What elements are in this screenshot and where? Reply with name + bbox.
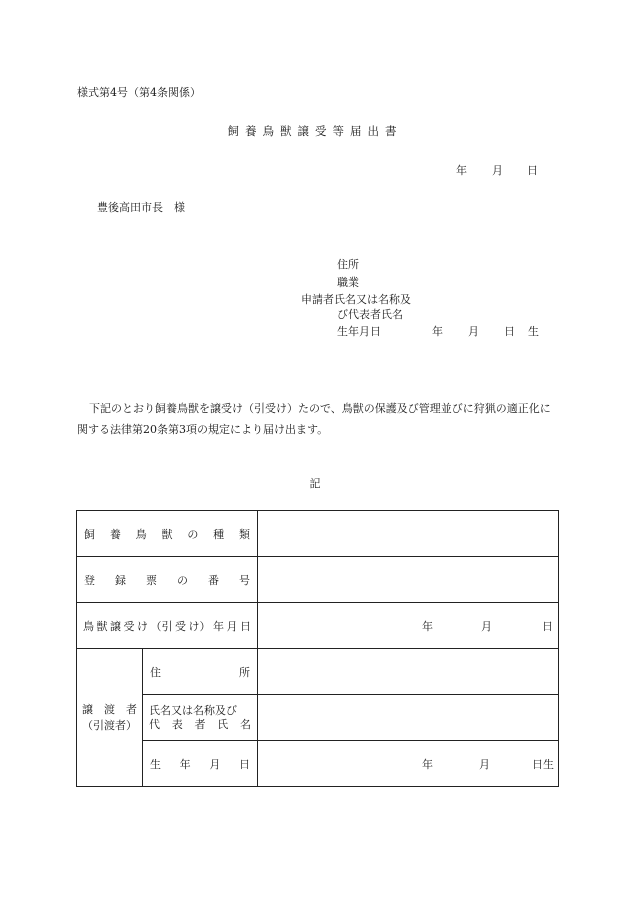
applicant-birth-year: 年 — [432, 325, 443, 338]
label-char: け） — [188, 619, 211, 633]
label-name-line2 — [149, 718, 251, 732]
label-char: 住 — [150, 665, 161, 679]
label-char: の — [187, 527, 199, 541]
label-char: 譲 — [110, 619, 121, 633]
label-char: 番 — [208, 573, 219, 587]
applicant-occupation-label: 職業 — [337, 276, 359, 289]
label-char: 代 — [149, 717, 160, 731]
field-transfer-date[interactable] — [258, 603, 559, 649]
label-char: 名 — [240, 717, 251, 731]
applicant-birth-day: 日 — [504, 325, 515, 338]
label-transfer-date-chars — [77, 618, 257, 634]
transferor-line2: （引渡者） — [82, 718, 137, 732]
row-transferor-birth — [77, 741, 559, 787]
form-table — [76, 510, 559, 787]
applicant-name-label-line2: び代表者氏名 — [337, 308, 403, 321]
row-registration — [77, 557, 559, 603]
applicant-birth-month: 月 — [468, 325, 479, 338]
label-char: 受 — [123, 619, 135, 633]
transfer-date-day: 日 — [542, 620, 553, 633]
applicant-address-label: 住所 — [337, 258, 359, 271]
field-transferor-name[interactable] — [258, 695, 559, 741]
date-year: 年 — [456, 164, 467, 177]
field-transferor-address[interactable] — [258, 649, 559, 695]
label-char: 録 — [115, 573, 126, 587]
transfer-date-year: 年 — [422, 620, 433, 633]
label-species — [77, 511, 258, 557]
birth-day: 日生 — [532, 758, 554, 771]
label-char: 登 — [84, 573, 95, 587]
label-char: 号 — [239, 573, 250, 587]
birth-year: 年 — [422, 758, 433, 771]
row-species — [77, 511, 559, 557]
label-registration — [77, 557, 258, 603]
label-char: 受 — [175, 619, 186, 633]
label-char: 鳥 — [135, 527, 147, 541]
label-char: け — [137, 619, 148, 633]
label-char: 年 — [213, 619, 224, 633]
row-transferor-address — [77, 649, 559, 695]
date-month: 月 — [492, 164, 503, 177]
label-transferor-name — [143, 695, 258, 741]
transferor-line1: 譲 渡 者 — [82, 702, 137, 716]
addressee: 豊後高田市長 様 — [97, 201, 185, 214]
label-char: 日 — [240, 619, 251, 633]
applicant-birth-label: 生年月日 — [337, 325, 381, 338]
ki-heading: 記 — [309, 477, 321, 490]
label-char: の — [177, 573, 188, 587]
label-char: 養 — [109, 527, 121, 541]
label-name-block — [143, 704, 257, 732]
applicant-name-label-line1: 申請者氏名又は名称及 — [301, 293, 411, 306]
label-address-chars — [143, 664, 257, 680]
label-transferor — [77, 649, 143, 787]
birth-month: 月 — [479, 758, 490, 771]
label-char: （引 — [150, 619, 173, 633]
transfer-date-month: 月 — [481, 620, 492, 633]
label-char: 類 — [238, 527, 250, 541]
field-registration-number[interactable] — [258, 557, 559, 603]
label-char: 種 — [213, 527, 225, 541]
date-day: 日 — [527, 164, 538, 177]
label-char: 票 — [146, 573, 157, 587]
field-transferor-birth[interactable] — [258, 741, 559, 787]
row-transfer-date — [77, 603, 559, 649]
form-number: 様式第4号（第4条関係） — [77, 86, 201, 99]
row-transferor-name — [77, 695, 559, 741]
label-char: 獣 — [161, 527, 173, 541]
label-registration-chars — [77, 572, 257, 588]
document-title: 飼養鳥獣譲受等届出書 — [227, 124, 403, 138]
applicant-birth-suffix: 生 — [528, 325, 539, 338]
label-char: 所 — [239, 665, 250, 679]
label-species-chars — [77, 526, 257, 542]
label-char: 月 — [226, 619, 238, 633]
label-char: 日 — [238, 757, 250, 771]
label-name-line1: 氏名又は名称及び — [149, 703, 237, 717]
label-char: 氏 — [217, 717, 229, 731]
label-char: 月 — [209, 757, 221, 771]
label-char: 鳥 — [83, 619, 94, 633]
label-transfer-date — [77, 603, 258, 649]
label-char: 獣 — [96, 619, 108, 633]
body-paragraph: 下記のとおり飼養鳥獣を譲受け（引受け）たので、鳥獣の保護及び管理並びに狩猟の適正化に関する法律第20条第3項の規定により届け出ます。 — [77, 402, 551, 436]
label-char: 表 — [171, 717, 183, 731]
label-char: 飼 — [84, 527, 95, 541]
label-char: 年 — [179, 757, 191, 771]
label-birth-chars — [143, 756, 257, 772]
label-transferor-birth — [143, 741, 258, 787]
label-char: 生 — [150, 757, 161, 771]
label-transferor-address — [143, 649, 258, 695]
label-char: 者 — [194, 717, 206, 731]
field-species[interactable] — [258, 511, 559, 557]
